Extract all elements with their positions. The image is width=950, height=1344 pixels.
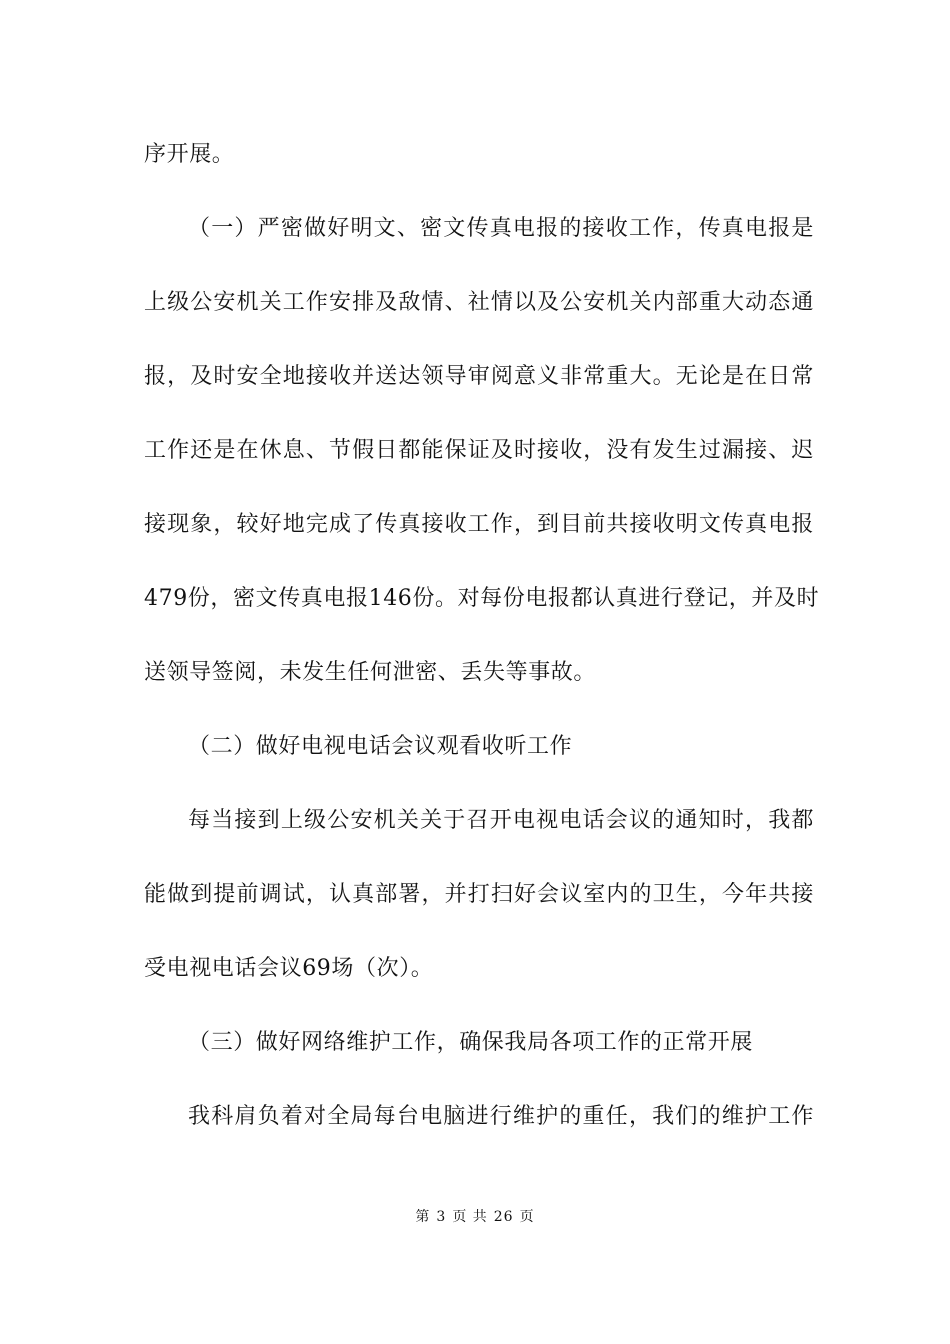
section-heading-2: （二）做好电视电话会议观看收听工作 <box>188 734 573 759</box>
page-footer <box>0 1208 950 1226</box>
paragraph-line: 受电视电话会议69场（次）。 <box>144 956 434 981</box>
total-pages-number: 26 <box>493 1209 514 1225</box>
paragraph-line: 工作还是在休息、节假日都能保证及时接收，没有发生过漏接、迟 <box>144 438 814 463</box>
paragraph-line: 我科肩负着对全局每台电脑进行维护的重任，我们的维护工作 <box>188 1104 814 1129</box>
paragraph-line: 报，及时安全地接收并送达领导审阅意义非常重大。无论是在日常 <box>144 364 814 389</box>
paragraph-line: 上级公安机关工作安排及敌情、社情以及公安机关内部重大动态通 <box>144 290 814 315</box>
paragraph-line: 序开展。 <box>144 142 235 167</box>
paragraph-line: 每当接到上级公安机关关于召开电视电话会议的通知时，我都 <box>188 808 814 833</box>
page-label-suffix: 页 <box>519 1209 535 1225</box>
section-heading-1-line: （一）严密做好明文、密文传真电报的接收工作，传真电报是 <box>188 216 814 241</box>
page-label-mid: 页 共 <box>452 1209 488 1225</box>
paragraph-line: 479份，密文传真电报146份。对每份电报都认真进行登记，并及时 <box>144 586 820 611</box>
paragraph-line: 能做到提前调试，认真部署，并打扫好会议室内的卫生，今年共接 <box>144 882 814 907</box>
current-page-number: 3 <box>436 1209 447 1225</box>
paragraph-line: 送领导签阅，未发生任何泄密、丢失等事故。 <box>144 660 597 685</box>
paragraph-line: 接现象，较好地完成了传真接收工作，到目前共接收明文传真电报 <box>144 512 814 537</box>
section-heading-3: （三）做好网络维护工作，确保我局各项工作的正常开展 <box>188 1030 754 1055</box>
page-label-prefix: 第 <box>415 1209 431 1225</box>
